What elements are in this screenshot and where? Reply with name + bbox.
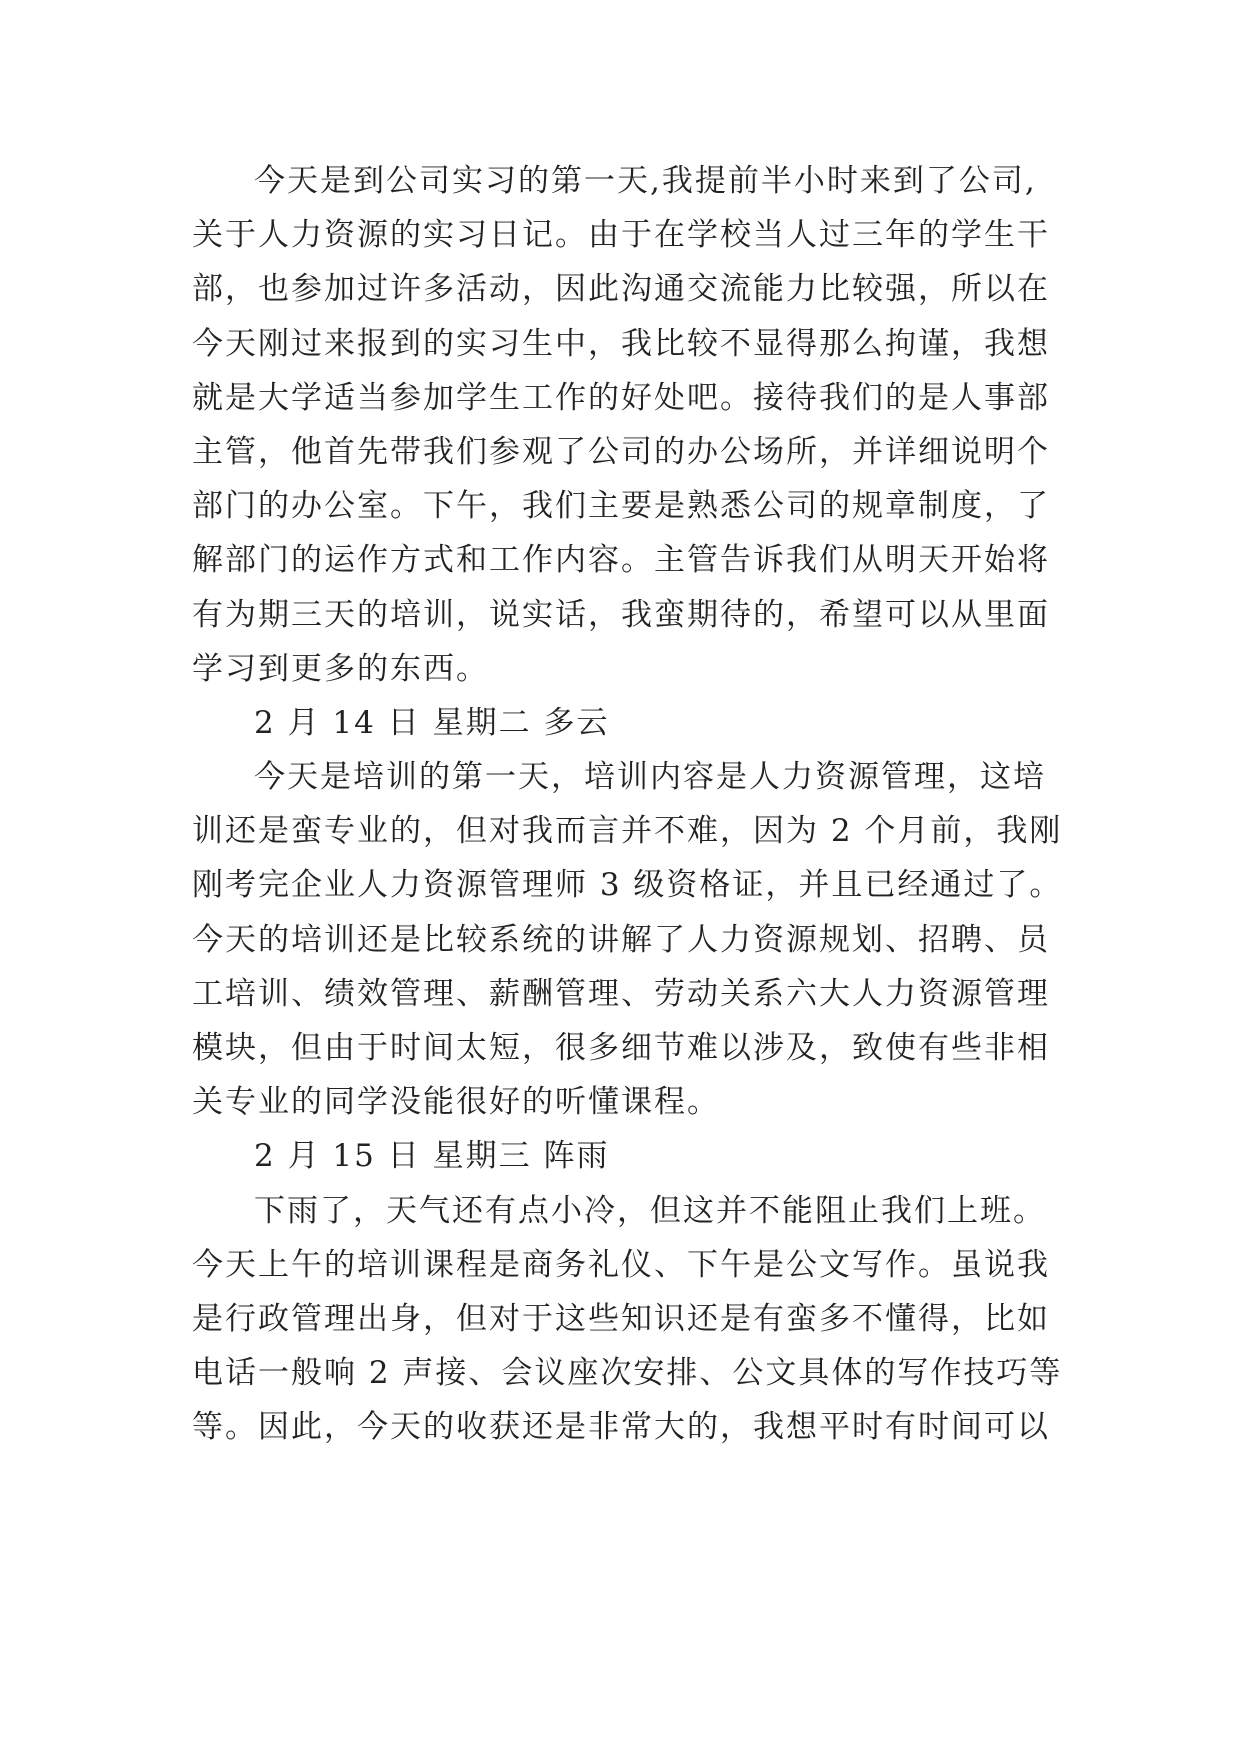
paragraph-3-line: 下雨了，天气还有点小冷，但这并不能阻止我们上班。 [254,1192,1046,1229]
diary-text [192,154,1082,1455]
paragraph-3-line: 电话一般响 2 声接、会议座次安排、公文具体的写作技巧等 [192,1355,1063,1392]
paragraph-1-line: 学习到更多的东西。 [192,650,489,687]
date-heading-feb-15: 2 月 15 日 星期三 阵雨 [254,1138,610,1175]
paragraph-1-line: 就是大学适当参加学生工作的好处吧。接待我们的是人事部 [192,379,1050,416]
paragraph-2-line: 今天是培训的第一天，培训内容是人力资源管理，这培 [254,759,1046,796]
paragraph-1-line: 部门的办公室。下午，我们主要是熟悉公司的规章制度，了 [192,488,1050,525]
paragraph-2-line: 关专业的同学没能很好的听懂课程。 [192,1084,720,1121]
paragraph-2-line: 工培训、绩效管理、薪酬管理、劳动关系六大人力资源管理 [192,975,1050,1012]
paragraph-3-line: 等。因此，今天的收获还是非常大的，我想平时有时间可以 [192,1409,1050,1446]
paragraph-2-line: 模块，但由于时间太短，很多细节难以涉及，致使有些非相 [192,1030,1050,1066]
paragraph-1-line: 主管，他首先带我们参观了公司的办公场所，并详细说明个 [192,433,1050,470]
date-heading-feb-14: 2 月 14 日 星期二 多云 [254,704,610,741]
paragraph-3-line: 今天上午的培训课程是商务礼仪、下午是公文写作。虽说我 [192,1246,1050,1283]
paragraph-2-line: 刚考完企业人力资源管理师 3 级资格证，并且已经通过了。 [192,867,1063,904]
paragraph-1-line: 今天是到公司实习的第一天,我提前半小时来到了公司, [254,163,1037,199]
paragraph-1-line: 今天刚过来报到的实习生中，我比较不显得那么拘谨，我想 [192,325,1050,362]
paragraph-1-line: 关于人力资源的实习日记。由于在学校当人过三年的学生干 [192,217,1050,254]
paragraph-1-line: 部，也参加过许多活动，因此沟通交流能力比较强，所以在 [192,271,1050,308]
paragraph-3-line: 是行政管理出身，但对于这些知识还是有蛮多不懂得，比如 [192,1300,1050,1337]
paragraph-1-line: 解部门的运作方式和工作内容。主管告诉我们从明天开始将 [192,542,1050,579]
paragraph-2-line: 今天的培训还是比较系统的讲解了人力资源规划、招聘、员 [192,921,1050,958]
paragraph-1-line: 有为期三天的培训，说实话，我蛮期待的，希望可以从里面 [192,596,1050,633]
paragraph-2-line: 训还是蛮专业的，但对我而言并不难，因为 2 个月前，我刚 [192,813,1063,850]
